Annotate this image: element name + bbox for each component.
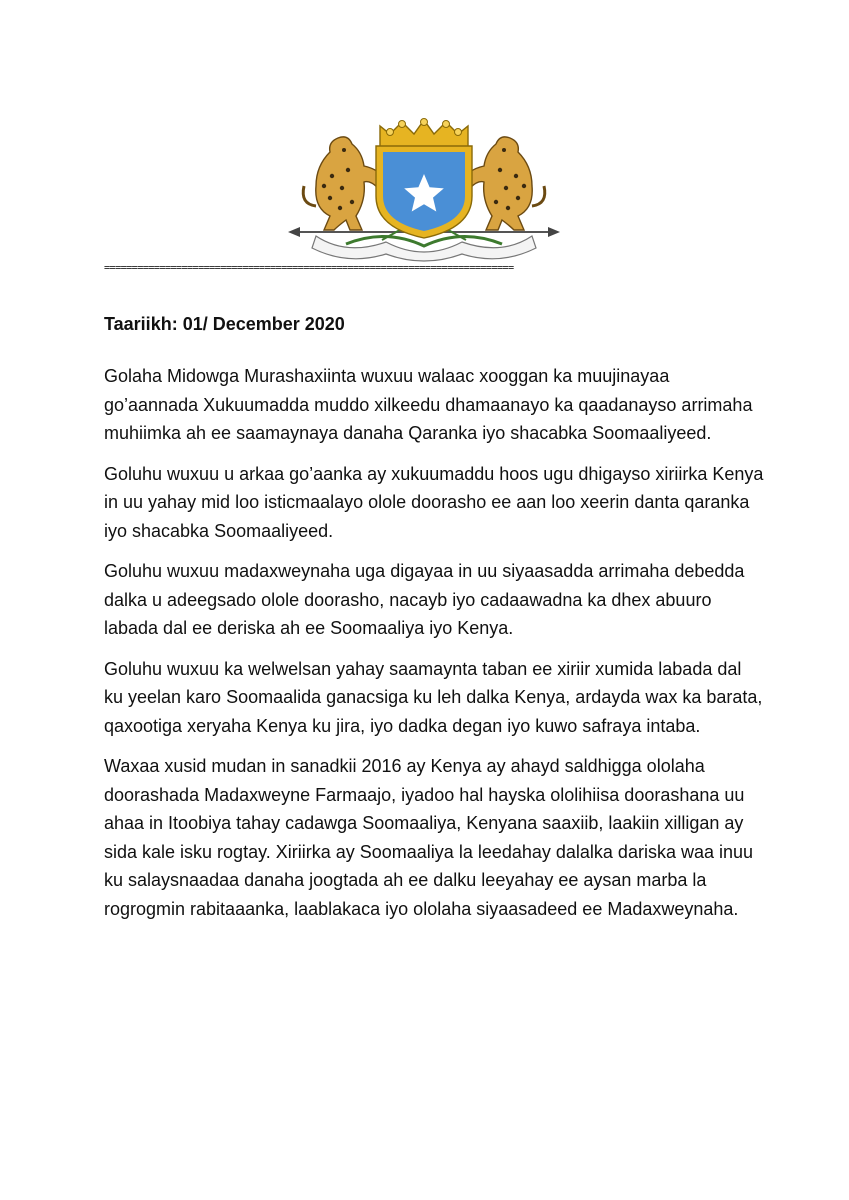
coat-of-arms-emblem [286, 116, 562, 264]
header-divider: ========================================================================== [104, 263, 514, 274]
document-date: Taariikh: 01/ December 2020 [104, 314, 345, 334]
crown-icon [380, 119, 468, 149]
spear-tip-left-icon [288, 227, 300, 237]
paragraph-2: Goluhu wuxuu u arkaa go’aanka ay xukuumaddu hoos ugu dhigayso xiriirka Kenya in uu yahay mid loo isticmaalayo olole doorasho ee aan loo xeerin danta qaranka iyo shacabka Soomaaliyeed. [104, 463, 764, 541]
paragraph-3: Goluhu wuxuu madaxweynaha uga digayaa in uu siyaasadda arrimaha debedda dalka u adeegsado olole doorasho, nacayb iyo cadaawadna ka dhex abuuro labada dal ee deriska ah ee Soomaaliya iyo Kenya. [104, 561, 745, 638]
paragraph-4: Goluhu wuxuu ka welwelsan yahay saamaynta taban ee xiriir xumida labada dal ku yeelan karo Soomaalida ganacsiga ku leh dalka Kenya, ardayda wax ka barata, qaxootiga xeryaha Kenya ku jira, iyo dadka degan iyo kuwo safraya intaba. [104, 658, 763, 736]
paragraph-1: Golaha Midowga Murashaxiinta wuxuu walaac xooggan ka muujinayaa go’aannada Xukuumadda muddo xilkeedu dhamaanayo ka qaadanayso arrimaha muhiimka ah ee saamaynaya danaha Qaranka iyo shacabka Soomaaliyeed. [104, 366, 753, 443]
leopard-right-icon [464, 137, 545, 230]
spear-tip-right-icon [548, 227, 560, 237]
ribbon-icon [312, 236, 536, 261]
document-body [104, 362, 764, 935]
leopard-left-icon [303, 137, 384, 230]
paragraph-5: Waxaa xusid mudan in sanadkii 2016 ay Kenya ay ahayd saldhigga ololaha doorashada Madaxweyne Farmaajo, iyadoo hal hayska ololihiisa doorashana uu ahaa in Itoobiya tahay cadawga Soomaaliya, Kenyana saaxiib, laakiin xilligan ay sida kale isku rogtay. Xiriirka ay Soomaaliya la leedahay dalalka dariska waa inuu ku salaysnaadaa danaha joogtada ah ee dalku leeyahay ee aysan marba la rogrogmin rabitaaanka, laablakaca iyo ololaha siyaasadeed ee Madaxweynaha. [104, 756, 754, 919]
